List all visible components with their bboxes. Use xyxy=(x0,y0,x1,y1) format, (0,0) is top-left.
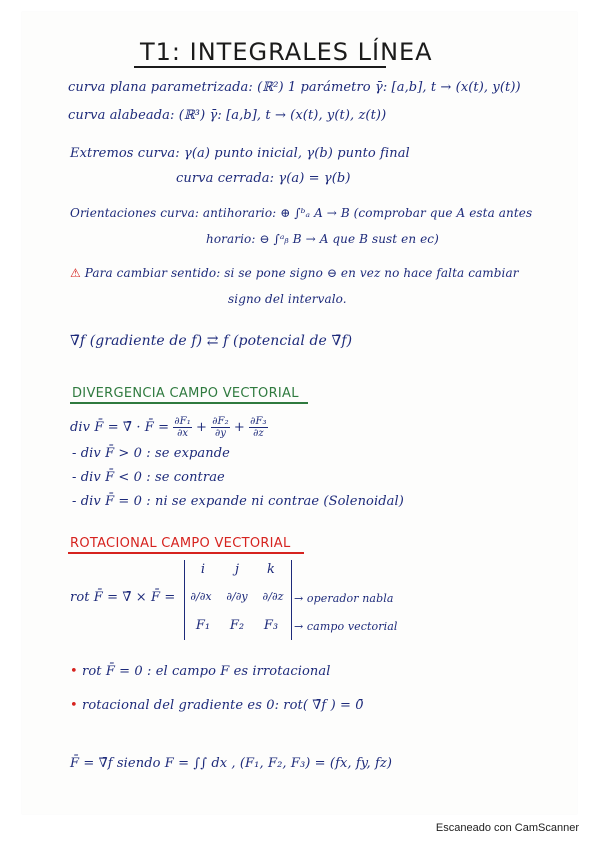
matrix-dz: ∂/∂z xyxy=(262,590,284,603)
rot-formula: rot F̄ = ∇̄ × F̄ = xyxy=(70,590,176,605)
section-divergencia: DIVERGENCIA CAMPO VECTORIAL xyxy=(72,386,299,401)
matrix-dx: ∂/∂x xyxy=(190,590,212,603)
matrix-f2: F₂ xyxy=(229,618,245,633)
line-extremos: Extremos curva: γ(a) punto inicial, γ(b) punto final xyxy=(70,146,410,161)
div-item-solenoidal: - div F̄ = 0 : ni se expande ni contrae (Solenoidal) xyxy=(72,494,404,509)
div-frac-y: $\frac{\text{∂F₂}}{\partial y}$ xyxy=(212,416,229,439)
line-gradiente: ∇̄f (gradiente de f) ⇄ f (potencial de ∇̄f) xyxy=(70,333,353,349)
matrix-j: j xyxy=(234,562,240,577)
warning-line xyxy=(70,266,519,280)
rot-matrix xyxy=(184,560,292,640)
matrix-k: k xyxy=(267,562,275,577)
rot-item-irrotacional: • rot F̄ = 0 : el campo F es irrotacional xyxy=(70,664,331,679)
line-curva-cerrada: curva cerrada: γ(a) = γ(b) xyxy=(176,171,351,186)
camscanner-footer: Escaneado con CamScanner xyxy=(435,822,579,834)
line-orientacion-antihorario: Orientaciones curva: antihorario: ⊕ ∫ᵇₐ A → B (comprobar que A esta antes xyxy=(70,206,533,220)
page-title: T1: INTEGRALES LÍNEA xyxy=(140,38,433,66)
warning-icon: ⚠ xyxy=(70,266,81,280)
div-frac-x: $\frac{\text{∂F₁}}{\partial x}$ xyxy=(174,416,191,439)
div-formula: div F̄ = ∇̄ · F̄ = $\frac{\text{∂F₁}}{\partial x}$ + $\frac{\text{∂F₂}}{\partial y}$ + $\frac{\text{∂F₃}}{\partial z}$ xyxy=(70,416,267,439)
line-curva-alabeada: curva alabeada: (ℝ³) γ̄: [a,b], t → (x(t), y(t), z(t)) xyxy=(68,108,387,123)
rot-operador-label: → operador nabla xyxy=(294,592,394,605)
warning-line-2: signo del intervalo. xyxy=(228,292,347,306)
section-rotacional-underline xyxy=(68,552,304,554)
matrix-f3: F₃ xyxy=(263,618,279,633)
section-divergencia-underline xyxy=(70,402,308,404)
title-underline xyxy=(134,66,386,68)
rot-item-gradiente: • rotacional del gradiente es 0: rot( ∇̄f ) = 0̄ xyxy=(70,698,364,713)
line-final-formula: F̄ = ∇̄f siendo F = ∫∫ dx , (F₁, F₂, F₃) = (fx, fy, fz) xyxy=(70,756,393,771)
bullet-icon: • xyxy=(70,664,78,679)
warning-text: Para cambiar sentido: si se pone signo ⊖ en vez no hace falta cambiar xyxy=(84,266,519,280)
matrix-i: i xyxy=(200,562,206,577)
bleed-through-text xyxy=(476,38,480,51)
rot-campo-label: → campo vectorial xyxy=(294,620,398,633)
div-item-contrae: - div F̄ < 0 : se contrae xyxy=(72,470,225,485)
div-item-expande: - div F̄ > 0 : se expande xyxy=(72,446,230,461)
line-curva-plana: curva plana parametrizada: (ℝ²) 1 parámetro γ̄: [a,b], t → (x(t), y(t)) xyxy=(68,80,521,95)
div-formula-label: div F̄ = ∇̄ · F̄ = xyxy=(70,420,170,435)
matrix-dy: ∂/∂y xyxy=(226,590,248,603)
bullet-icon: • xyxy=(70,698,78,713)
section-rotacional: ROTACIONAL CAMPO VECTORIAL xyxy=(70,536,291,551)
scanned-page xyxy=(22,12,577,814)
matrix-f1: F₁ xyxy=(195,618,211,633)
div-frac-z: $\frac{\text{∂F₃}}{\partial z}$ xyxy=(250,416,267,439)
line-orientacion-horario: horario: ⊖ ∫ᵃᵦ B → A que B sust en ec) xyxy=(206,232,439,246)
